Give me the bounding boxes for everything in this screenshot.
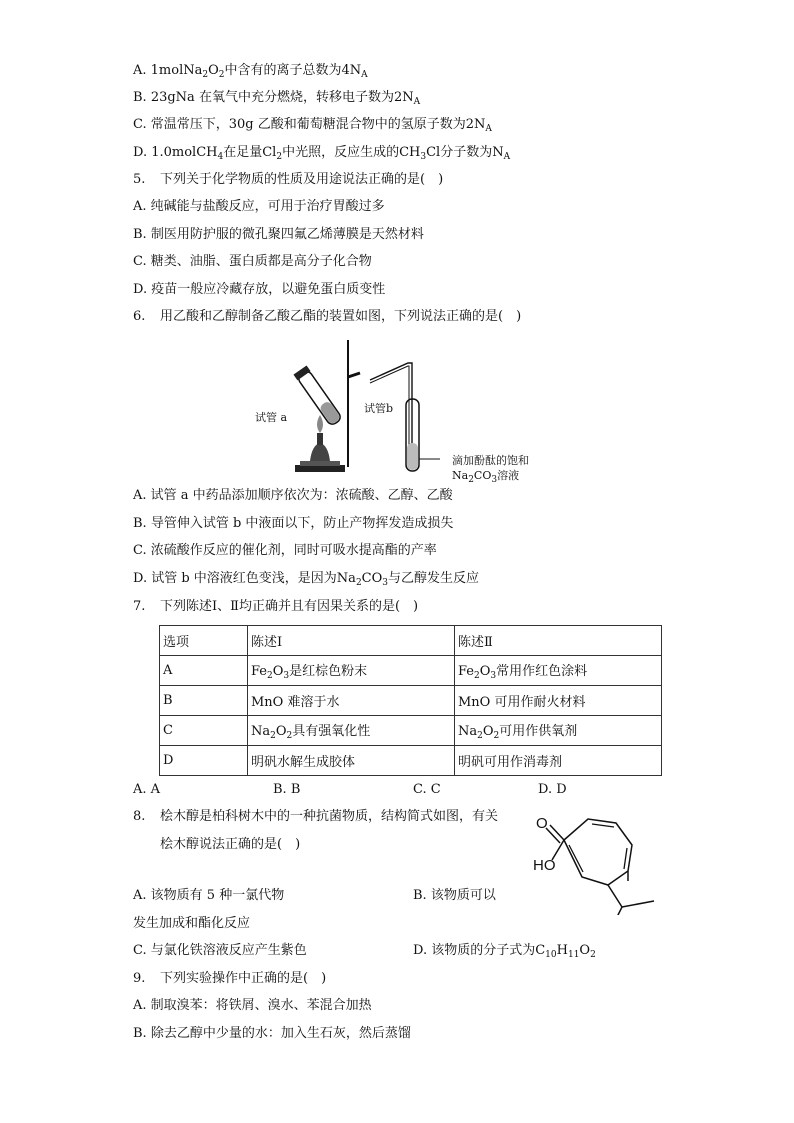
q8-option-c: C. 与氯化铁溶液反应产生紫色 <box>133 943 307 958</box>
q5-option-a: A. 纯碱能与盐酸反应，可用于治疗胃酸过多 <box>133 199 385 214</box>
table-cell: 明矾可用作消毒剂 <box>455 746 662 776</box>
q8-option-b-line2: 发生加成和酯化反应 <box>133 916 251 931</box>
q8-stem-line1: 桧木醇是柏科树木中的一种抗菌物质，结构简式如图，有关 <box>160 809 499 824</box>
table-cell: 明矾水解生成胶体 <box>248 746 455 776</box>
q4-option-d: D. 1.0molCH$_4$在足量$Cl_2$中光照，反应生成的$CH_3Cl$分子数为$N_A$ <box>133 145 511 162</box>
table-header-cell: 选项 <box>160 626 248 656</box>
q8-number: 8. <box>133 809 146 824</box>
q8-stem-line2: 桧木醇说法正确的是( ) <box>160 837 301 852</box>
q8-option-d: D. 该物质的分子式为$C_{10}H_{11}O_2$ <box>413 943 596 960</box>
tube-b-label: 试管b <box>364 402 394 415</box>
table-row <box>160 746 662 776</box>
q5-option-d: D. 疫苗一般应冷藏存放，以避免蛋白质变性 <box>133 282 386 297</box>
q7-table <box>159 625 662 776</box>
table-cell: B <box>160 686 248 716</box>
table-cell: MnO 难溶于水 <box>248 686 455 716</box>
hydroxyl-label: HO <box>533 857 556 874</box>
q5-option-c: C. 糖类、油脂、蛋白质都是高分子化合物 <box>133 254 372 269</box>
q6-option-a: A. 试管 a 中药品添加顺序依次为：浓硫酸、乙醇、乙酸 <box>133 488 453 503</box>
oxygen-label: O <box>536 815 548 832</box>
q7-choice-a: A. A <box>133 782 161 797</box>
table-cell: MnO 可用作耐火材料 <box>455 686 662 716</box>
table-cell: C <box>160 716 248 746</box>
q7-choice-d: D. D <box>538 782 567 797</box>
q9-option-a: A. 制取溴苯：将铁屑、溴水、苯混合加热 <box>133 998 372 1013</box>
q5-stem: 下列关于化学物质的性质及用途说法正确的是( ) <box>160 172 444 187</box>
table-cell: A <box>160 656 248 686</box>
tube-a-label: 试管 a <box>255 411 288 424</box>
table-cell: $Fe_2O_3$常用作红色涂料 <box>455 656 662 686</box>
table-header-cell: 陈述Ⅰ <box>248 626 455 656</box>
q4-option-a: A. $1molNa_2O_2$中含有的离子总数为$4N_A$ <box>133 63 368 80</box>
q4-option-c: C. 常温常压下，30g 乙酸和葡萄糖混合物中的氢原子数为$2N_A$ <box>133 117 492 134</box>
table-row <box>160 656 662 686</box>
q7-choice-b: B. B <box>273 782 301 797</box>
table-cell: D <box>160 746 248 776</box>
table-row <box>160 686 662 716</box>
q5-number: 5. <box>133 172 146 187</box>
solution-label-line2: $Na_2CO_3$溶液 <box>452 469 520 485</box>
table-cell: $Na_2O_2$具有强氧化性 <box>248 716 455 746</box>
q6-option-d: D. 试管 b 中溶液红色变浅，是因为$Na_2CO_3$与乙醇发生反应 <box>133 571 480 588</box>
table-header-cell: 陈述Ⅱ <box>455 626 662 656</box>
q4-option-b: B. 23gNa 在氧气中充分燃烧，转移电子数为$2N_A$ <box>133 90 421 107</box>
table-row <box>160 716 662 746</box>
q7-stem: 下列陈述Ⅰ、Ⅱ均正确并且有因果关系的是( ) <box>160 599 419 614</box>
q9-stem: 下列实验操作中正确的是( ) <box>160 971 327 986</box>
q7-number: 7. <box>133 599 146 614</box>
q5-option-b: B. 制医用防护服的微孔聚四氟乙烯薄膜是天然材料 <box>133 227 424 242</box>
q9-number: 9. <box>133 971 146 986</box>
q6-number: 6. <box>133 309 146 324</box>
q8-option-b-line1: B. 该物质可以 <box>413 888 496 903</box>
table-cell: $Na_2O_2$可用作供氧剂 <box>455 716 662 746</box>
table-header-row <box>160 626 662 656</box>
q6-stem: 用乙酸和乙醇制备乙酸乙酯的装置如图，下列说法正确的是( ) <box>160 309 522 324</box>
q7-choice-c: C. C <box>413 782 441 797</box>
table-cell: $Fe_2O_3$是红棕色粉末 <box>248 656 455 686</box>
q9-option-b: B. 除去乙醇中少量的水：加入生石灰，然后蒸馏 <box>133 1026 411 1041</box>
q6-option-b: B. 导管伸入试管 b 中液面以下，防止产物挥发造成损失 <box>133 516 454 531</box>
q8-option-a: A. 该物质有 5 种一氯代物 <box>133 888 285 903</box>
solution-label-line1: 滴加酚酞的饱和 <box>452 454 529 467</box>
q6-option-c: C. 浓硫酸作反应的催化剂，同时可吸水提高酯的产率 <box>133 543 437 558</box>
